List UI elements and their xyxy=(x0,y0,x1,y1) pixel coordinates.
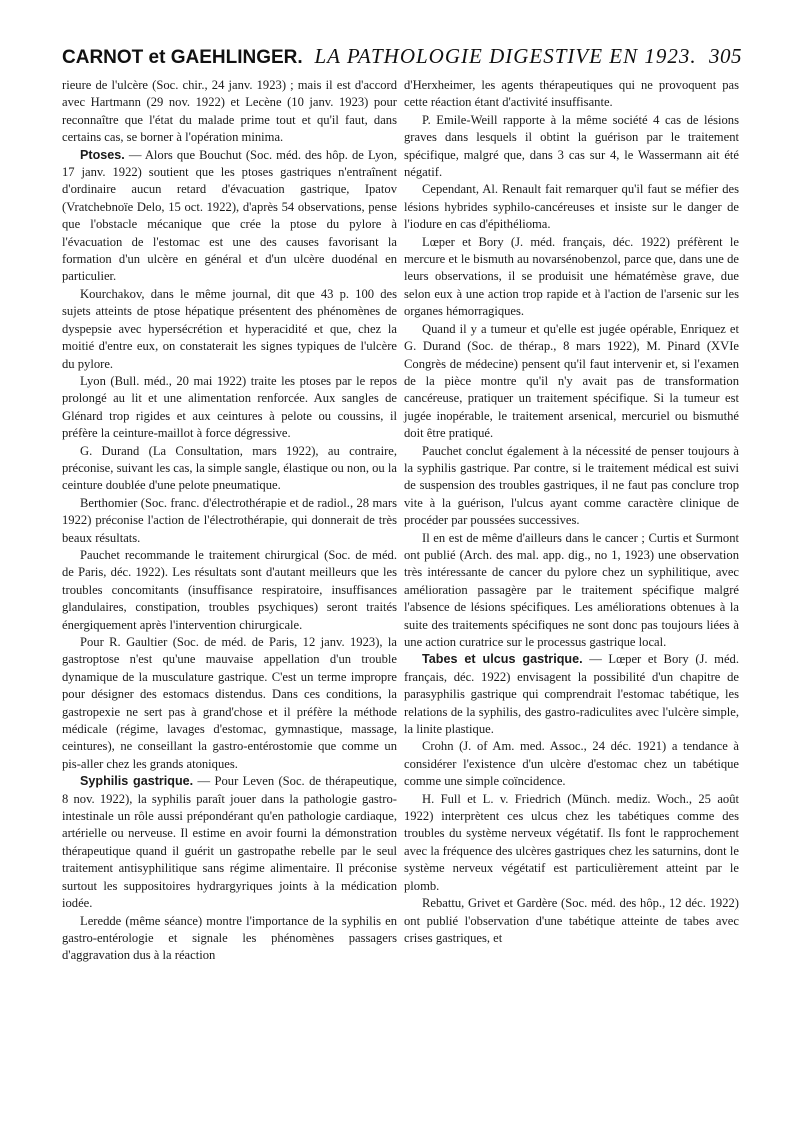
paragraph-text: Rebattu, Grivet et Gardère (Soc. méd. des hôp., 12 déc. 1922) ont publié l'observation d'une tabétique atteinte de tabes avec crises gastriques, et xyxy=(404,896,739,945)
paragraph-text: — Alors que Bouchut (Soc. méd. des hôp. de Lyon, 17 janv. 1922) soutient que les ptoses gastriques n'entraînent d'ordinaire aucun retard d'évacuation gastrique, Ipatov (Vratchebnoïe Delo, 15 oct. 1922), d'après 54 observations, pense que l'obstacle mécanique que crée la ptose du pylore à l'évacuation de l'estomac est une des causes favorisant la formation d'un ulcère en général et d'un ulcère duodénal en particulier. xyxy=(62,147,397,284)
paragraph-text: rieure de l'ulcère (Soc. chir., 24 janv. 1923) ; mais il est d'accord avec Hartmann (29 nov. 1922) et Lecène (10 janv. 1923) pour reconnaître que l'état du malade prime tout et qu'il faut, dans certains cas, se borner à l'opération minima. xyxy=(62,78,397,145)
paragraph xyxy=(62,547,397,634)
paragraph xyxy=(62,77,397,147)
left-column xyxy=(62,77,397,965)
paragraph xyxy=(404,738,739,790)
paragraph xyxy=(404,895,739,947)
paragraph-text: G. Durand (La Consultation, mars 1922), au contraire, préconise, suivant les cas, la simple sangle, élastique ou non, ou la ceinture doublée d'une pelote pneumatique. xyxy=(62,443,397,493)
paragraph-text: Pauchet conclut également à la nécessité de penser toujours à la syphilis gastrique. Par contre, si le traitement médical est suivi de suspension des troubles gastriques, il ne faut pas conclure trop vite à la guérison, l'ulcus ayant comme caractère clinique de procéder par poussées successives. xyxy=(404,443,739,528)
paragraph-text: Lœper et Bory (J. méd. français, déc. 1922) préfèrent le mercure et le bismuth au novarsénobenzol, parce que, dans une de leurs observations, il se produisit une hématémèse grave, due selon eux à une action trop rapide et à l'action de l'arsenic sur les organes hémorragiques. xyxy=(404,234,739,319)
paragraph xyxy=(62,286,397,373)
paragraph-text: H. Full et L. v. Friedrich (Münch. mediz. Woch., 25 août 1922) interprètent ces ulcus chez les tabétiques comme des troubles du système nerveux végétatif. Ils font le rapprochement avec la fréquence des ulcères gastriques chez les saturnins, dont le système nerveux végétatif est particulièrement atteint par le plomb. xyxy=(404,791,739,893)
paragraph xyxy=(404,77,739,112)
paragraph xyxy=(404,112,739,182)
paragraph-text: Leredde (même séance) montre l'importance de la syphilis en gastro-entérologie et signale les phénomènes passagers d'aggravation dus à la réaction xyxy=(62,913,397,963)
section-heading: Tabes et ulcus gastrique. xyxy=(422,652,583,667)
right-column xyxy=(404,77,739,947)
paragraph xyxy=(404,651,739,738)
paragraph-text: Lyon (Bull. méd., 20 mai 1922) traite les ptoses par le repos prolongé au lit et une alimentation renforcée. Aux sangles de Glénard trop rigides et aux ceintures à pelote ou coussins, il préfère la ceinture-maillot à force dégressive. xyxy=(62,373,397,441)
paragraph-text: Cependant, Al. Renault fait remarquer qu'il faut se méfier des lésions hybrides syphilo-cancéreuses et insiste sur le danger de l'iodure en cas d'épithélioma. xyxy=(404,182,739,232)
header-authors: CARNOT et GAEHLINGER. xyxy=(62,47,303,68)
paragraph-text: Quand il y a tumeur et qu'elle est jugée opérable, Enriquez et G. Durand (Soc. de thérap., 8 mars 1922), M. Pinard (XVIe Congrès de médecine) pensent qu'il faut intervenir et, si l'examen de la pièce montre qu'il n'y avait pas de transformation cancéreuse, pratiquer un traitement spécifique. Si la tumeur est jugée inopérable, le traitement arsenical, mercuriel ou bismuthé doit être pratiqué. xyxy=(404,321,739,441)
page-number: 305 xyxy=(709,44,742,68)
paragraph-text: d'Herxheimer, les agents thérapeutiques qui ne provoquent pas cette réaction étant d'activité insuffisante. xyxy=(404,78,739,110)
section-heading: Syphilis gastrique. xyxy=(80,774,194,789)
paragraph-text: Kourchakov, dans le même journal, dit que 43 p. 100 des sujets atteints de ptose hépatique présentent des phénomènes de dyspepsie avec hypersécrétion et hyperacidité et que, chez la moitié d'entre eux, on constaterait les signes typiques de l'ulcère du pylore. xyxy=(62,286,397,371)
paragraph xyxy=(404,321,739,443)
paragraph xyxy=(62,443,397,495)
paragraph xyxy=(62,913,397,965)
paragraph xyxy=(404,530,739,652)
section-heading: Ptoses. xyxy=(80,147,125,162)
paragraph-text: Pauchet recommande le traitement chirurgical (Soc. de méd. de Paris, déc. 1922). Les résultats sont d'autant meilleurs que les troubles concomitants (insuffisance respiratoire, insuffisances glandulaires, constipation, troubles psychiques) seront traités énergiquement après l'intervention chirurgicale. xyxy=(62,547,397,632)
paragraph-text: Berthomier (Soc. franc. d'électrothérapie et de radiol., 28 mars 1922) préconise l'action de l'électrothérapie, qui donnerait de très beaux résultats. xyxy=(62,495,397,545)
header-title: LA PATHOLOGIE DIGESTIVE EN 1923. xyxy=(314,44,697,68)
paragraph-text: P. Emile-Weill rapporte à la même société 4 cas de lésions graves dans lesquels il obtint la guérison par le traitement spécifique, malgré que, dans 3 cas sur 4, le Wassermann ait été négatif. xyxy=(404,112,739,180)
paragraph xyxy=(62,634,397,773)
paragraph xyxy=(404,181,739,233)
paragraph xyxy=(62,495,397,547)
paragraph xyxy=(404,234,739,321)
paragraph xyxy=(62,373,397,443)
paragraph xyxy=(404,443,739,530)
paragraph-text: — Pour Leven (Soc. de thérapeutique, 8 nov. 1922), la syphilis paraît jouer dans la pathologie gastro-intestinale un rôle aussi prépondérant qu'en pathologie cardiaque, artérielle ou nerveuse. Il estime en avoir fourni la démonstration thérapeutique quand il guérit un gastropathe rebelle par le seul traitement antisyphilitique sans régime alimentaire. Il préconise surtout les suppositoires hydrargyriques joints à la médication iodée. xyxy=(62,774,397,911)
paragraph-text: Il en est de même d'ailleurs dans le cancer ; Curtis et Surmont ont publié (Arch. des mal. app. dig., no 1, 1923) une observation très intéressante de cancer du pylore chez un syphilitique, avec amélioration passagère par le traitement spécifique malgré l'absence de lésions spécifiques. Les améliorations obtenues à la suite des traitements spécifiques ne sont donc pas toujours liées à une action curatrice sur le processus gastrique local. xyxy=(404,530,739,649)
paragraph-text: Crohn (J. of Am. med. Assoc., 24 déc. 1921) a tendance à considérer l'existence d'un ulcère d'estomac chez un tabétique comme une simple coïncidence. xyxy=(404,739,739,789)
running-header xyxy=(62,44,742,74)
paragraph-text: — Lœper et Bory (J. méd. français, déc. 1922) envisagent la possibilité d'un chapitre de parasyphilis gastrique qui comprendrait l'estomac tabétique, les relations de la syphilis, des gastro-radiculites avec l'ulcère simple, la linite plastique. xyxy=(404,652,740,737)
paragraph xyxy=(62,147,397,286)
paragraph-text: Pour R. Gaultier (Soc. de méd. de Paris, 12 janv. 1923), la gastroptose n'est qu'une mauvaise appellation d'un trouble dynamique de la musculature gastrique. C'est un terme impropre pour désigner des estomacs distendus. Dans ces conditions, la gastropexie ne sert pas à grand'chose et il préfère la méthode médicale (régime, lavages d'estomac, gymnastique, massage, ceintures), ne conseillant la gastro-entérostomie que comme un pis-aller chez les grands atoniques. xyxy=(62,635,397,771)
paragraph xyxy=(404,791,739,895)
paragraph xyxy=(62,773,397,912)
